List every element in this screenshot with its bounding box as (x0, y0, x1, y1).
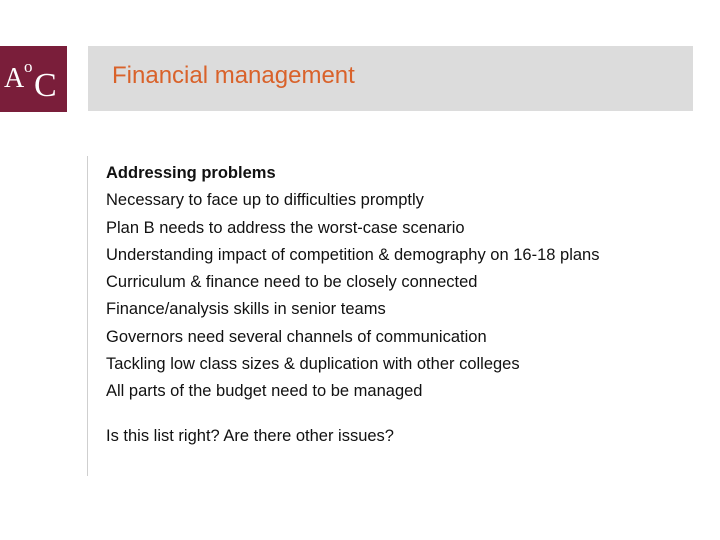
section-heading: Addressing problems (106, 164, 276, 182)
list-item: Plan B needs to address the worst-case scenario (106, 218, 465, 237)
list-item: Finance/analysis skills in senior teams (106, 300, 386, 319)
vertical-divider (87, 156, 88, 476)
list-item: Tackling low class sizes & duplication with other colleges (106, 355, 520, 374)
page-title: Financial management (112, 62, 355, 89)
logo-letter-c: C (34, 67, 57, 104)
logo-letter-a: A (4, 63, 25, 94)
aoc-logo (0, 46, 67, 112)
content-body (106, 162, 696, 447)
list-item: Understanding impact of competition & demography on 16-18 plans (106, 245, 600, 264)
aoc-logo-mark (0, 46, 67, 112)
logo-letter-o: o (24, 57, 33, 76)
list-item: Governors need several channels of communication (106, 327, 487, 346)
list-item: All parts of the budget need to be managed (106, 382, 423, 401)
list-item: Curriculum & finance need to be closely connected (106, 273, 478, 292)
title-bar (88, 46, 693, 111)
list-item: Necessary to face up to difficulties promptly (106, 191, 424, 210)
closing-question: Is this list right? Are there other issues? (106, 426, 394, 445)
